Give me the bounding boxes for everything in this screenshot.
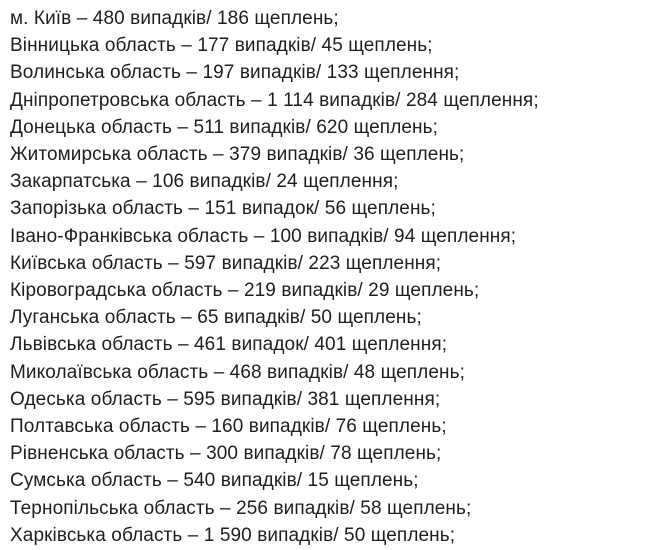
list-item: Сумська область – 540 випадків/ 15 щеплень; bbox=[10, 470, 419, 492]
list-item: Миколаївська область – 468 випадків/ 48 щеплень; bbox=[10, 361, 466, 383]
list-item: Вінницька область – 177 випадків/ 45 щеплень; bbox=[10, 35, 433, 57]
list-item: Житомирська область – 379 випадків/ 36 щеплень; bbox=[10, 144, 465, 166]
list-item: Луганська область – 65 випадків/ 50 щеплень; bbox=[10, 307, 422, 329]
list-item: Донецька область – 511 випадків/ 620 щеплень; bbox=[10, 116, 439, 138]
list-item: Запорізька область – 151 випадок/ 56 щеплень; bbox=[10, 198, 436, 220]
list-item: Івано-Франківська область – 100 випадків/ 94 щеплення; bbox=[10, 225, 517, 247]
list-item: Кіровоградська область – 219 випадків/ 29 щеплень; bbox=[10, 280, 480, 302]
list-item: Волинська область – 197 випадків/ 133 щеплення; bbox=[10, 62, 460, 84]
list-item: Дніпропетровська область – 1 114 випадків/ 284 щеплення; bbox=[10, 89, 539, 111]
list-item: м. Київ – 480 випадків/ 186 щеплень; bbox=[10, 8, 339, 29]
list-item: Закарпатська – 106 випадків/ 24 щеплення; bbox=[10, 171, 399, 193]
list-item: Одеська область – 595 випадків/ 381 щеплення; bbox=[10, 388, 441, 410]
list-item: Київська область – 597 випадків/ 223 щеплення; bbox=[10, 252, 442, 274]
list-item: Рівненська область – 300 випадків/ 78 щеплень; bbox=[10, 443, 442, 465]
region-stats-list bbox=[10, 5, 661, 549]
list-item: Харківська область – 1 590 випадків/ 50 щеплень; bbox=[10, 524, 456, 546]
list-item: Полтавська область – 160 випадків/ 76 щеплень; bbox=[10, 416, 447, 438]
list-item: Тернопільська область – 256 випадків/ 58 щеплень; bbox=[10, 497, 472, 519]
list-item: Львівська область – 461 випадок/ 401 щеплення; bbox=[10, 334, 448, 356]
